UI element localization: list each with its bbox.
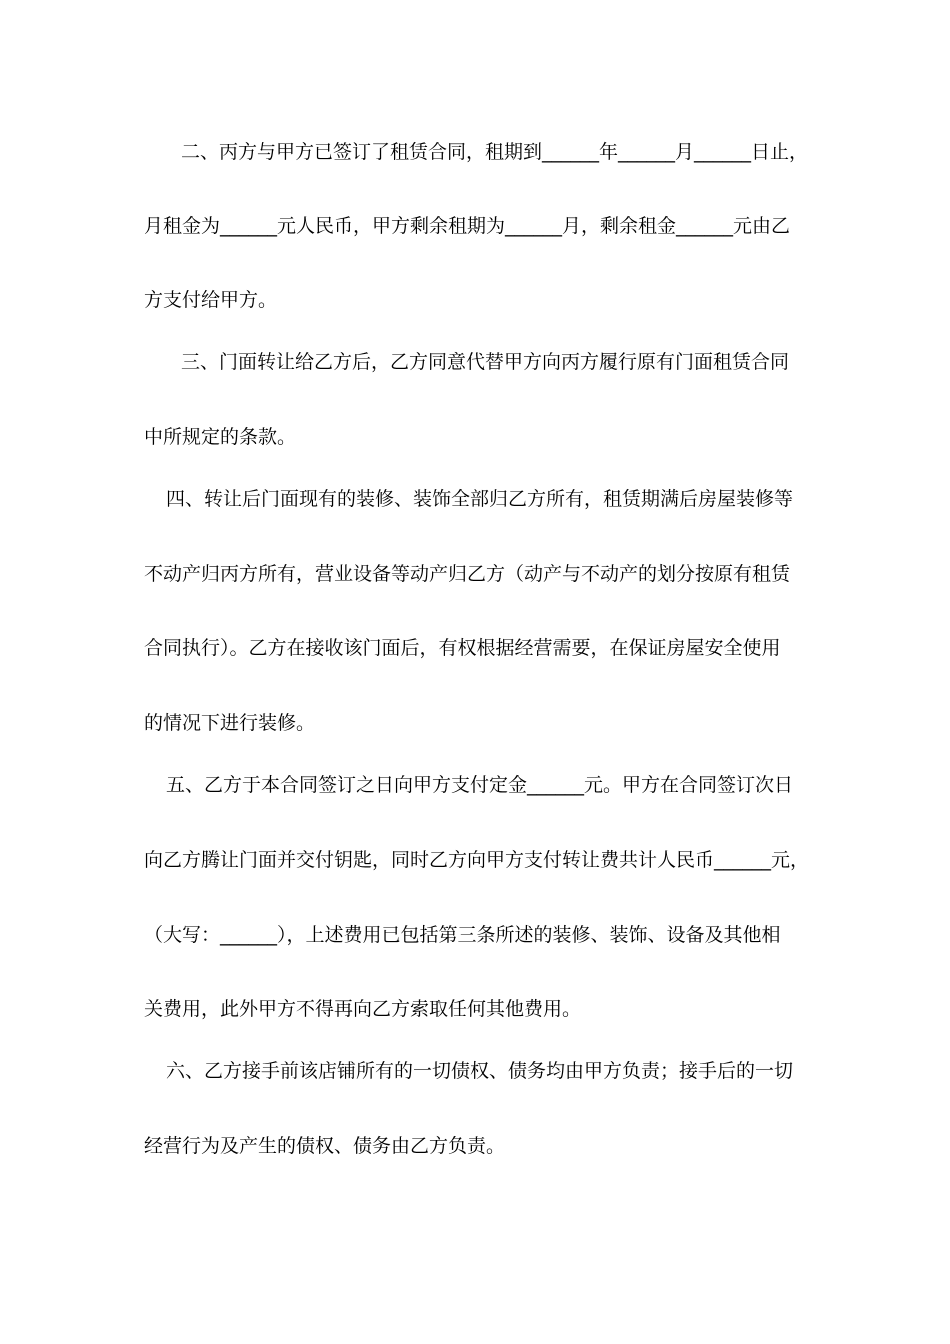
clause-4-line-1: 四、转让后门面现有的装修、装饰全部归乙方所有，租赁期满后房屋装修等 [166, 488, 794, 510]
clause-3-line-2: 中所规定的条款。 [144, 426, 297, 448]
clause-4-line-4: 的情况下进行装修。 [144, 712, 316, 734]
clause-3-line-1: 三、门面转让给乙方后，乙方同意代替甲方向丙方履行原有门面租赁合同 [181, 351, 790, 373]
clause-5-line-3: （大写：______），上述费用已包括第三条所述的装修、装饰、设备及其他相 [144, 924, 781, 946]
clause-6-line-1: 六、乙方接手前该店铺所有的一切债权、债务均由甲方负责；接手后的一切 [166, 1060, 794, 1082]
clause-2-line-2: 月租金为______元人民币，甲方剩余租期为______月，剩余租金______元由乙 [144, 215, 791, 237]
clause-2-line-3: 方支付给甲方。 [144, 289, 278, 311]
clause-5-line-4: 关费用，此外甲方不得再向乙方索取任何其他费用。 [144, 998, 582, 1020]
clause-5-line-2: 向乙方腾让门面并交付钥匙，同时乙方向甲方支付转让费共计人民币______元， [144, 849, 810, 871]
clause-6-line-2: 经营行为及产生的债权、债务由乙方负责。 [144, 1135, 506, 1157]
clause-5-line-1: 五、乙方于本合同签订之日向甲方支付定金______元。甲方在合同签订次日 [166, 774, 794, 796]
clause-4-line-3: 合同执行）。乙方在接收该门面后，有权根据经营需要，在保证房屋安全使用 [144, 637, 781, 659]
clause-2-line-1: 二、丙方与甲方已签订了租赁合同，租期到______年______月______日止， [181, 141, 809, 163]
clause-4-line-2: 不动产归丙方所有，营业设备等动产归乙方（动产与不动产的划分按原有租赁 [144, 563, 791, 585]
